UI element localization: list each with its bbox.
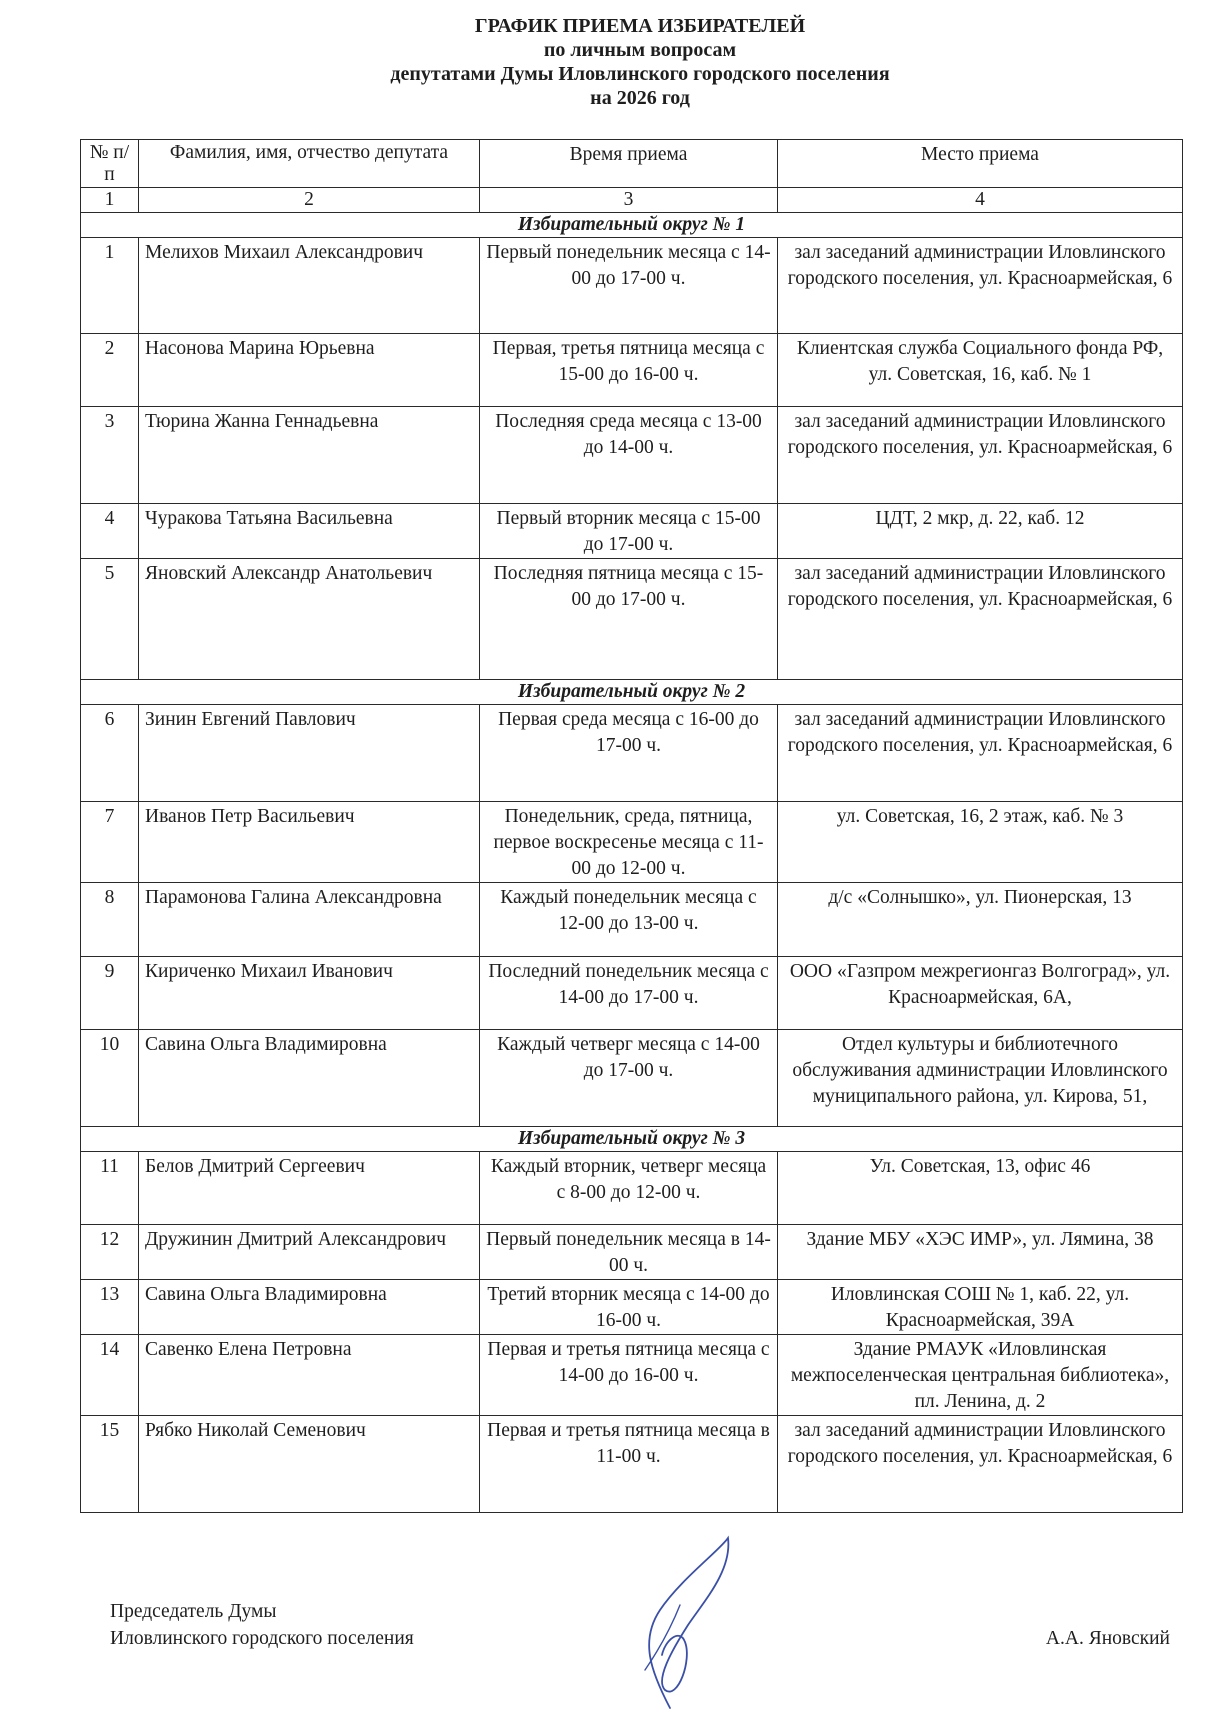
deputy-name: Дружинин Дмитрий Александрович bbox=[139, 1225, 480, 1280]
column-number: 1 bbox=[81, 188, 139, 213]
deputy-name: Белов Дмитрий Сергеевич bbox=[139, 1152, 480, 1225]
reception-place: Здание МБУ «ХЭС ИМР», ул. Лямина, 38 bbox=[778, 1225, 1183, 1280]
reception-time: Каждый понедельник месяца с 12-00 до 13-00 ч. bbox=[480, 883, 778, 957]
reception-time: Последняя среда месяца с 13-00 до 14-00 ч. bbox=[480, 407, 778, 504]
table-row bbox=[81, 1335, 1183, 1416]
column-header-num: № п/п bbox=[81, 140, 139, 188]
reception-time: Первая, третья пятница месяца с 15-00 до 16-00 ч. bbox=[480, 334, 778, 407]
deputy-name: Иванов Петр Васильевич bbox=[139, 802, 480, 883]
deputy-name: Парамонова Галина Александровна bbox=[139, 883, 480, 957]
reception-time: Каждый вторник, четверг месяца с 8-00 до 12-00 ч. bbox=[480, 1152, 778, 1225]
reception-time: Первая среда месяца с 16-00 до 17-00 ч. bbox=[480, 705, 778, 802]
reception-time: Первая и третья пятница месяца в 11-00 ч. bbox=[480, 1416, 778, 1513]
row-number: 4 bbox=[81, 504, 139, 559]
reception-place: Иловлинская СОШ № 1, каб. 22, ул. Красноармейская, 39А bbox=[778, 1280, 1183, 1335]
column-number: 4 bbox=[778, 188, 1183, 213]
district-header-row bbox=[81, 213, 1183, 238]
table-row bbox=[81, 705, 1183, 802]
row-number: 5 bbox=[81, 559, 139, 680]
row-number: 6 bbox=[81, 705, 139, 802]
row-number: 10 bbox=[81, 1030, 139, 1127]
row-number: 14 bbox=[81, 1335, 139, 1416]
column-numbers-row bbox=[81, 188, 1183, 213]
district-header-row bbox=[81, 1127, 1183, 1152]
row-number: 15 bbox=[81, 1416, 139, 1513]
signer-name: А.А. Яновский bbox=[1045, 1628, 1170, 1649]
district-title: Избирательный округ № 3 bbox=[81, 1127, 1183, 1152]
schedule-body bbox=[81, 213, 1183, 1513]
reception-place: зал заседаний администрации Иловлинского городского поселения, ул. Красноармейская, 6 bbox=[778, 407, 1183, 504]
table-row bbox=[81, 1416, 1183, 1513]
deputy-name: Насонова Марина Юрьевна bbox=[139, 334, 480, 407]
title-line-2: по личным вопросам bbox=[543, 39, 737, 61]
signer-position-line-2: Иловлинского городского поселения bbox=[110, 1628, 414, 1649]
table-row bbox=[81, 407, 1183, 504]
reception-place: Ул. Советская, 13, офис 46 bbox=[778, 1152, 1183, 1225]
table-row bbox=[81, 802, 1183, 883]
row-number: 13 bbox=[81, 1280, 139, 1335]
deputy-name: Яновский Александр Анатольевич bbox=[139, 559, 480, 680]
title-line-4: на 2026 год bbox=[590, 87, 690, 109]
row-number: 3 bbox=[81, 407, 139, 504]
reception-time: Понедельник, среда, пятница, первое воскресенье месяца с 11-00 до 12-00 ч. bbox=[480, 802, 778, 883]
table-header-row bbox=[81, 140, 1183, 188]
document-header bbox=[0, 14, 1205, 110]
reception-time: Первая и третья пятница месяца с 14-00 до 16-00 ч. bbox=[480, 1335, 778, 1416]
reception-place: Отдел культуры и библиотечного обслуживания администрации Иловлинского муниципального района, ул. Кирова, 51, bbox=[778, 1030, 1183, 1127]
table-row bbox=[81, 1225, 1183, 1280]
reception-place: зал заседаний администрации Иловлинского городского поселения, ул. Красноармейская, 6 bbox=[778, 238, 1183, 334]
deputy-name: Савенко Елена Петровна bbox=[139, 1335, 480, 1416]
deputy-name: Зинин Евгений Павлович bbox=[139, 705, 480, 802]
reception-time: Первый понедельник месяца с 14-00 до 17-00 ч. bbox=[480, 238, 778, 334]
table-row bbox=[81, 334, 1183, 407]
reception-place: зал заседаний администрации Иловлинского городского поселения, ул. Красноармейская, 6 bbox=[778, 705, 1183, 802]
deputy-name: Мелихов Михаил Александрович bbox=[139, 238, 480, 334]
reception-place: ЦДТ, 2 мкр, д. 22, каб. 12 bbox=[778, 504, 1183, 559]
row-number: 7 bbox=[81, 802, 139, 883]
reception-time: Последний понедельник месяца с 14-00 до 17-00 ч. bbox=[480, 957, 778, 1030]
reception-time: Первый вторник месяца с 15-00 до 17-00 ч. bbox=[480, 504, 778, 559]
table-row bbox=[81, 1152, 1183, 1225]
deputy-name: Чуракова Татьяна Васильевна bbox=[139, 504, 480, 559]
table-row bbox=[81, 1030, 1183, 1127]
table-row bbox=[81, 1280, 1183, 1335]
reception-time: Каждый четверг месяца с 14-00 до 17-00 ч. bbox=[480, 1030, 778, 1127]
signature-block bbox=[110, 1598, 1170, 1652]
deputy-name: Кириченко Михаил Иванович bbox=[139, 957, 480, 1030]
deputy-name: Тюрина Жанна Геннадьевна bbox=[139, 407, 480, 504]
district-header-row bbox=[81, 680, 1183, 705]
column-header-place: Место приема bbox=[778, 140, 1183, 188]
reception-place: зал заседаний администрации Иловлинского городского поселения, ул. Красноармейская, 6 bbox=[778, 559, 1183, 680]
row-number: 2 bbox=[81, 334, 139, 407]
row-number: 1 bbox=[81, 238, 139, 334]
reception-place: Клиентская служба Социального фонда РФ, ул. Советская, 16, каб. № 1 bbox=[778, 334, 1183, 407]
deputy-name: Савина Ольга Владимировна bbox=[139, 1030, 480, 1127]
row-number: 9 bbox=[81, 957, 139, 1030]
district-title: Избирательный округ № 1 bbox=[81, 213, 1183, 238]
signer-position-line-1: Председатель Думы bbox=[110, 1601, 277, 1622]
reception-time: Последняя пятница месяца с 15-00 до 17-00 ч. bbox=[480, 559, 778, 680]
table-row bbox=[81, 957, 1183, 1030]
reception-place: Здание РМАУК «Иловлинская межпоселенческая центральная библиотека», пл. Ленина, д. 2 bbox=[778, 1335, 1183, 1416]
reception-time: Третий вторник месяца с 14-00 до 16-00 ч. bbox=[480, 1280, 778, 1335]
row-number: 12 bbox=[81, 1225, 139, 1280]
reception-place: ООО «Газпром межрегионгаз Волгоград», ул. Красноармейская, 6А, bbox=[778, 957, 1183, 1030]
schedule-table bbox=[80, 139, 1183, 1513]
table-row bbox=[81, 238, 1183, 334]
column-header-name: Фамилия, имя, отчество депутата bbox=[139, 140, 480, 188]
reception-place: зал заседаний администрации Иловлинского городского поселения, ул. Красноармейская, 6 bbox=[778, 1416, 1183, 1513]
deputy-name: Рябко Николай Семенович bbox=[139, 1416, 480, 1513]
column-header-time: Время приема bbox=[480, 140, 778, 188]
column-number: 3 bbox=[480, 188, 778, 213]
table-row bbox=[81, 504, 1183, 559]
reception-place: ул. Советская, 16, 2 этаж, каб. № 3 bbox=[778, 802, 1183, 883]
table-row bbox=[81, 559, 1183, 680]
district-title: Избирательный округ № 2 bbox=[81, 680, 1183, 705]
reception-time: Первый понедельник месяца в 14-00 ч. bbox=[480, 1225, 778, 1280]
title-line-3: депутатами Думы Иловлинского городского поселения bbox=[390, 63, 890, 85]
column-number: 2 bbox=[139, 188, 480, 213]
deputy-name: Савина Ольга Владимировна bbox=[139, 1280, 480, 1335]
title-line-1: ГРАФИК ПРИЕМА ИЗБИРАТЕЛЕЙ bbox=[474, 15, 806, 37]
table-row bbox=[81, 883, 1183, 957]
row-number: 8 bbox=[81, 883, 139, 957]
row-number: 11 bbox=[81, 1152, 139, 1225]
reception-place: д/с «Солнышко», ул. Пионерская, 13 bbox=[778, 883, 1183, 957]
